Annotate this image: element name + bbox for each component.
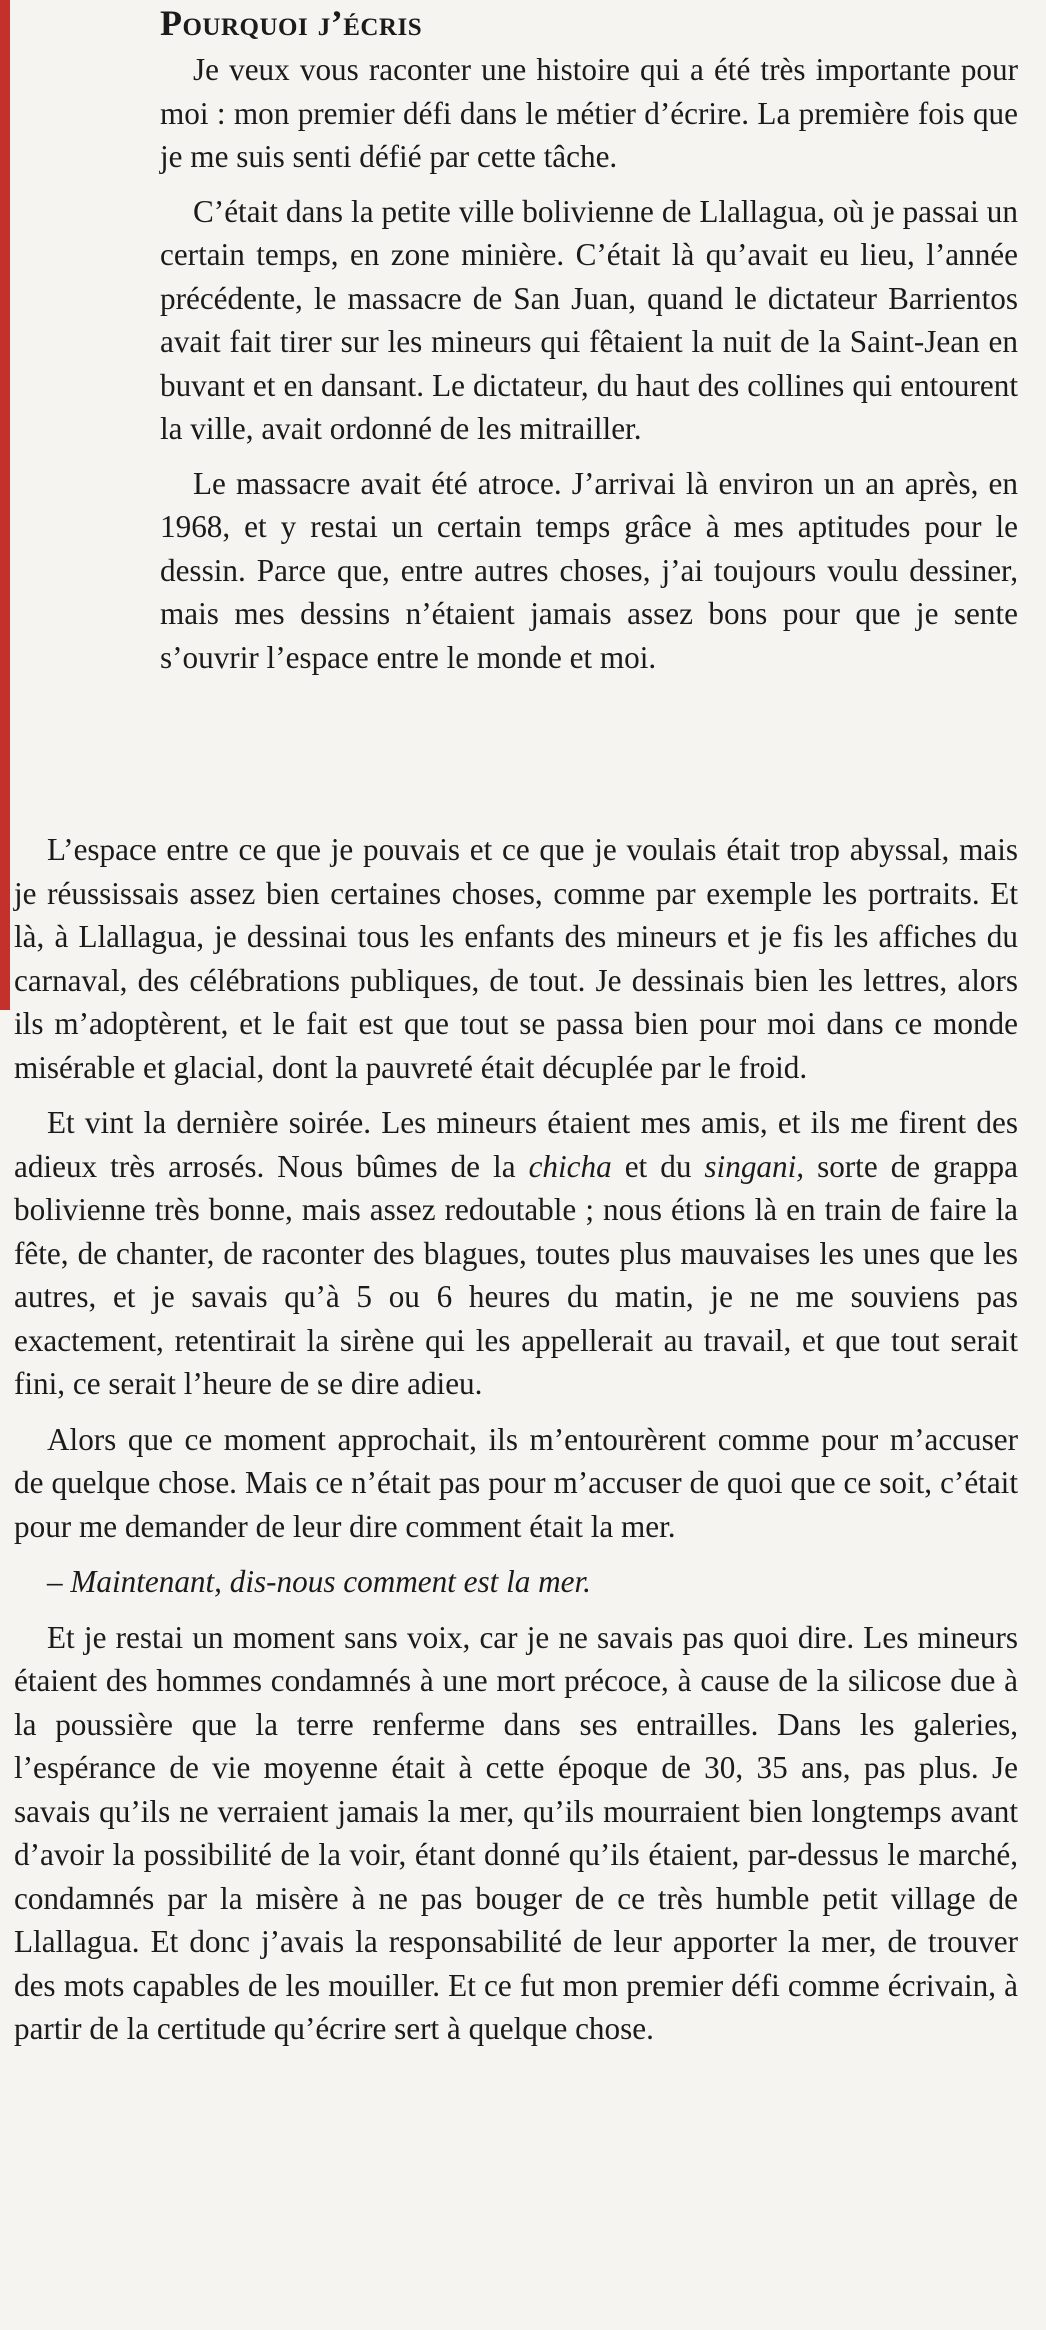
paragraph-5-part-a: Et vint la dernière soirée. Les mineurs étaient mes amis, et ils me firent des adieux très arrosés. Nous bûmes de la — [14, 1105, 1018, 1184]
paragraph-2: C’était dans la petite ville bolivienne de Llallagua, où je passai un certain temps, en zone minière. C’était là qu’avait eu lieu, l’année précédente, le massacre de San Juan, quand le dictateur Barrientos avait fait tirer sur les mineurs qui fêtaient la nuit de la Saint-Jean en buvant et en dansant. Le dictateur, du haut des collines qui entourent la ville, avait ordonné de les mitrailler. — [160, 193, 1018, 446]
paragraph-5 — [14, 1101, 1018, 1406]
page-title: Pourquoi j’écris — [160, 3, 423, 43]
paragraph-8: Et je restai un moment sans voix, car je ne savais pas quoi dire. Les mineurs étaient des hommes condamnés à une mort précoce, à cause de la silicose due à la poussière que la terre renferme dans ses entrailles. Dans les galeries, l’espérance de vie moyenne était à cette époque de 30, 35 ans, pas plus. Je savais qu’ils ne verraient jamais la mer, qu’ils mourraient bien longtemps avant d’avoir la possibilité de la voir, étant donné qu’ils étaient, par-dessus le marché, condamnés par la misère à ne pas bouger de ce très humble petit village de Llallagua. Et donc j’avais la responsabilité de leur apporter la mer, de trouver des mots capables de les mouiller. Et ce fut mon premier défi comme écrivain, à partir de la certitude qu’écrire sert à quelque chose. — [14, 1619, 1018, 2046]
paragraph-3: Le massacre avait été atroce. J’arrivai là environ un an après, en 1968, et y restai un certain temps grâce à mes aptitudes pour le dessin. Parce que, entre autres choses, j’ai toujours voulu dessiner, mais mes dessins n’étaient jamais assez bons pour que je sente s’ouvrir l’espace entre le monde et moi. — [160, 465, 1018, 675]
paragraph-1: Je veux vous raconter une histoire qui a été très importante pour moi : mon premier défi dans le métier d’écrire. La première fois que je me suis senti défié par cette tâche. — [160, 52, 1018, 174]
paragraph-6: Alors que ce moment approchait, ils m’entourèrent comme pour m’accuser de quelque chose. Mais ce n’était pas pour m’accuser de quoi que ce soit, c’était pour me demander de leur dire comment était la mer. — [14, 1421, 1018, 1544]
dialog-line: – Maintenant, dis-nous comment est la mer. — [47, 1564, 591, 1599]
indented-column — [160, 0, 1018, 679]
word-singani: singani, — [704, 1148, 805, 1184]
paragraph-4: L’espace entre ce que je pouvais et ce que je voulais était trop abyssal, mais je réussissais assez bien certaines choses, comme par exemple les portraits. Et là, à Llallagua, je dessinai tous les enfants des mineurs et je fis les affiches du carnaval, des célébrations publiques, de tout. Je dessinais bien les lettres, alors ils m’adoptèrent, et le fait est que tout se passa bien pour moi dans ce monde misérable et glacial, dont la pauvreté était décuplée par le froid. — [14, 832, 1018, 1085]
word-chicha: chicha — [528, 1148, 612, 1184]
paragraph-5-part-c: sorte de grappa bolivienne très bonne, mais assez redoutable ; nous étions là en train de faire la fête, de chanter, de raconter des blagues, toutes plus mauvaises les unes que les autres, et je savais qu’à 5 ou 6 heures du matin, je ne me souviens pas exactement, retentirait la sirène qui les appellerait au travail, et que tout serait fini, ce serait l’heure de se dire adieu. — [14, 1148, 1018, 1401]
full-width-column — [14, 828, 1018, 2063]
paragraph-5-part-b: et du — [611, 1148, 705, 1184]
